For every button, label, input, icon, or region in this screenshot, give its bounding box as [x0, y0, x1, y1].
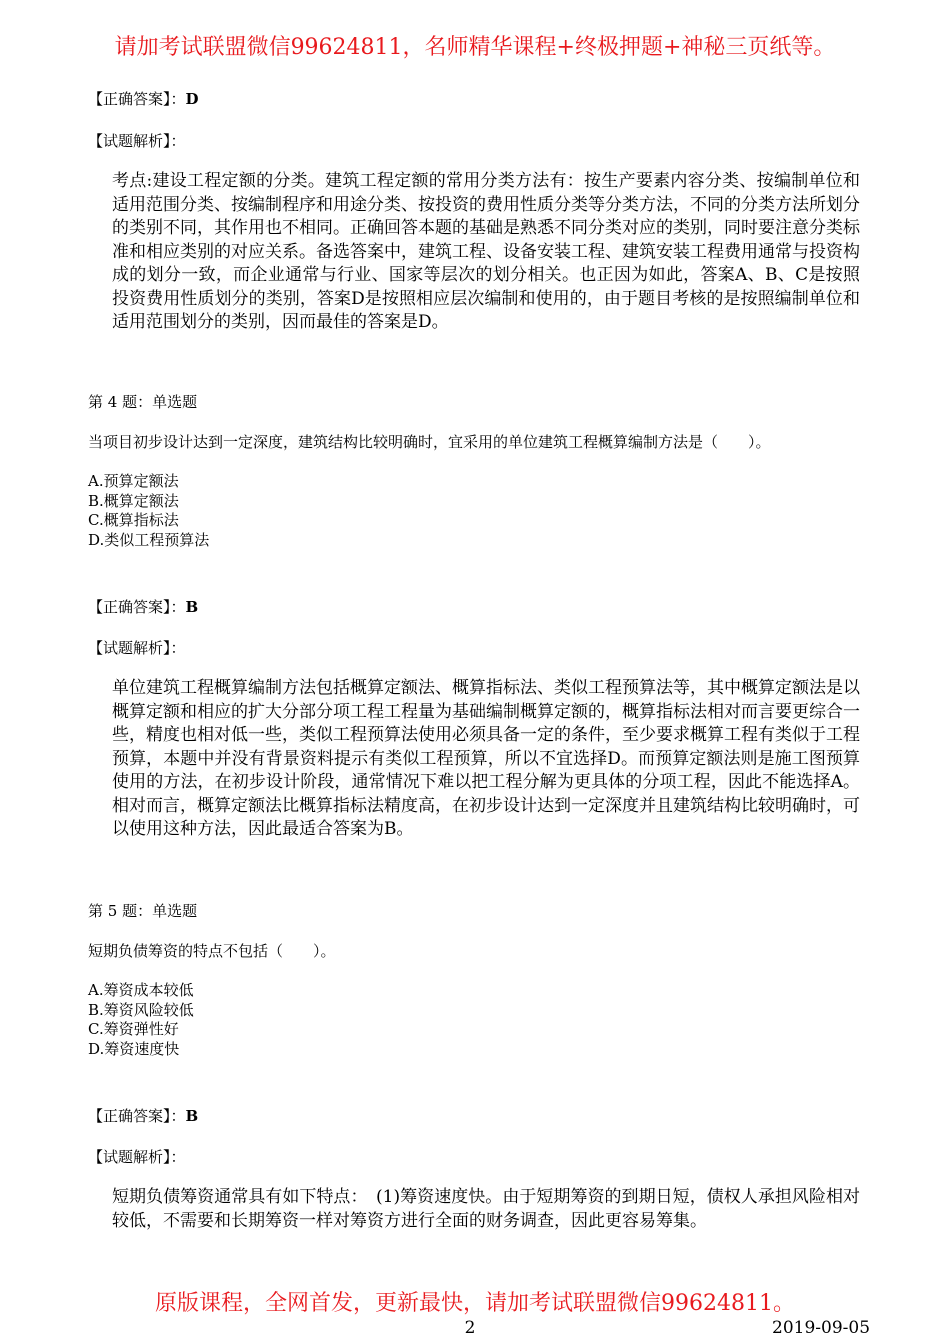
- q3-answer-line: [88, 88, 199, 109]
- page-number: 2: [464, 1318, 476, 1338]
- q4-options: [88, 472, 209, 551]
- q3-analysis-text: 考点:建设工程定额的分类。建筑工程定额的常用分类方法有：按生产要素内容分类、按编制单位和适用范围分类、按编制程序和用途分类、按投资的费用性质分类等分类方法，不同的分类方法所划分的类别不同，其作用也不相同。正确回答本题的基础是熟悉不同分类对应的类别，同时要注意分类标准和相应类别的对应关系。备选答案中，建筑工程、设备安装工程、建筑安装工程费用通常与投资构成的划分一致，而企业通常与行业、国家等层次的划分相关。也正因为如此，答案A、B、C是按照投资费用性质划分的类别，答案D是按照相应层次编制和使用的，由于题目考核的是按照编制单位和适用范围划分的类别，因而最佳的答案是D。: [112, 171, 860, 332]
- top-banner: 请加考试联盟微信99624811，名师精华课程+终极押题+神秘三页纸等。: [114, 35, 836, 60]
- q4-option-d: D.类似工程预算法: [88, 531, 210, 550]
- footer-date: 2019-09-05: [772, 1318, 871, 1338]
- q5-option-d: D.筹资速度快: [88, 1040, 180, 1059]
- q4-analysis-text: 单位建筑工程概算编制方法包括概算定额法、概算指标法、类似工程预算法等，其中概算定额法是以概算定额和相应的扩大分部分项工程工程量为基础编制概算定额的，概算指标法相对而言要更综合一些，精度也相对低一些，类似工程预算法使用必须具备一定的条件，至少要求概算工程有类似于工程预算，本题中并没有背景资料提示有类似工程预算，所以不宜选择D。而预算定额法则是施工图预算使用的方法，在初步设计阶段，通常情况下难以把工程分解为更具体的分项工程，因此不能选择A。相对而言，概算定额法比概算指标法精度高，在初步设计达到一定深度并且建筑结构比较明确时，可以使用这种方法，因此最适合答案为B。: [112, 678, 860, 839]
- answer-label: 【正确答案】：: [88, 90, 186, 108]
- answer-label: 【正确答案】：: [88, 598, 186, 616]
- q5-question: 短期负债筹资的特点不包括（ ）。: [88, 942, 336, 960]
- q4-analysis-label: 【试题解析】：: [88, 639, 186, 657]
- q5-options: [88, 981, 194, 1060]
- q5-answer-line: [88, 1105, 198, 1126]
- q4-header: 第 4 题：单选题: [88, 393, 198, 411]
- q5-option-c: C.筹资弹性好: [88, 1020, 179, 1039]
- q4-question: 当项目初步设计达到一定深度，建筑结构比较明确时，宜采用的单位建筑工程概算编制方法是（ ）。: [88, 433, 771, 451]
- q4-answer-line: [88, 596, 198, 617]
- q5-option-b: B.筹资风险较低: [88, 1000, 194, 1019]
- q4-option-c: C.概算指标法: [88, 511, 179, 530]
- q5-analysis-label: 【试题解析】：: [88, 1148, 186, 1166]
- q3-answer-value: D: [185, 90, 199, 108]
- q3-analysis-label: 【试题解析】：: [88, 132, 186, 150]
- q4-option-b: B.概算定额法: [88, 491, 179, 510]
- q4-option-a: A.预算定额法: [88, 472, 179, 490]
- q5-analysis-text: 短期负债筹资通常具有如下特点： (1)筹资速度快。由于短期筹资的到期日短，债权人承担风险相对较低，不需要和长期筹资一样对筹资方进行全面的财务调查，因此更容易筹集。: [112, 1187, 860, 1231]
- q5-option-a: A.筹资成本较低: [88, 981, 194, 999]
- q5-answer-value: B: [185, 1107, 199, 1125]
- answer-label: 【正确答案】：: [88, 1107, 186, 1125]
- bottom-banner: 原版课程，全网首发，更新最快，请加考试联盟微信99624811。: [155, 1291, 795, 1316]
- q4-answer-value: B: [185, 598, 199, 616]
- q5-header: 第 5 题：单选题: [88, 902, 198, 920]
